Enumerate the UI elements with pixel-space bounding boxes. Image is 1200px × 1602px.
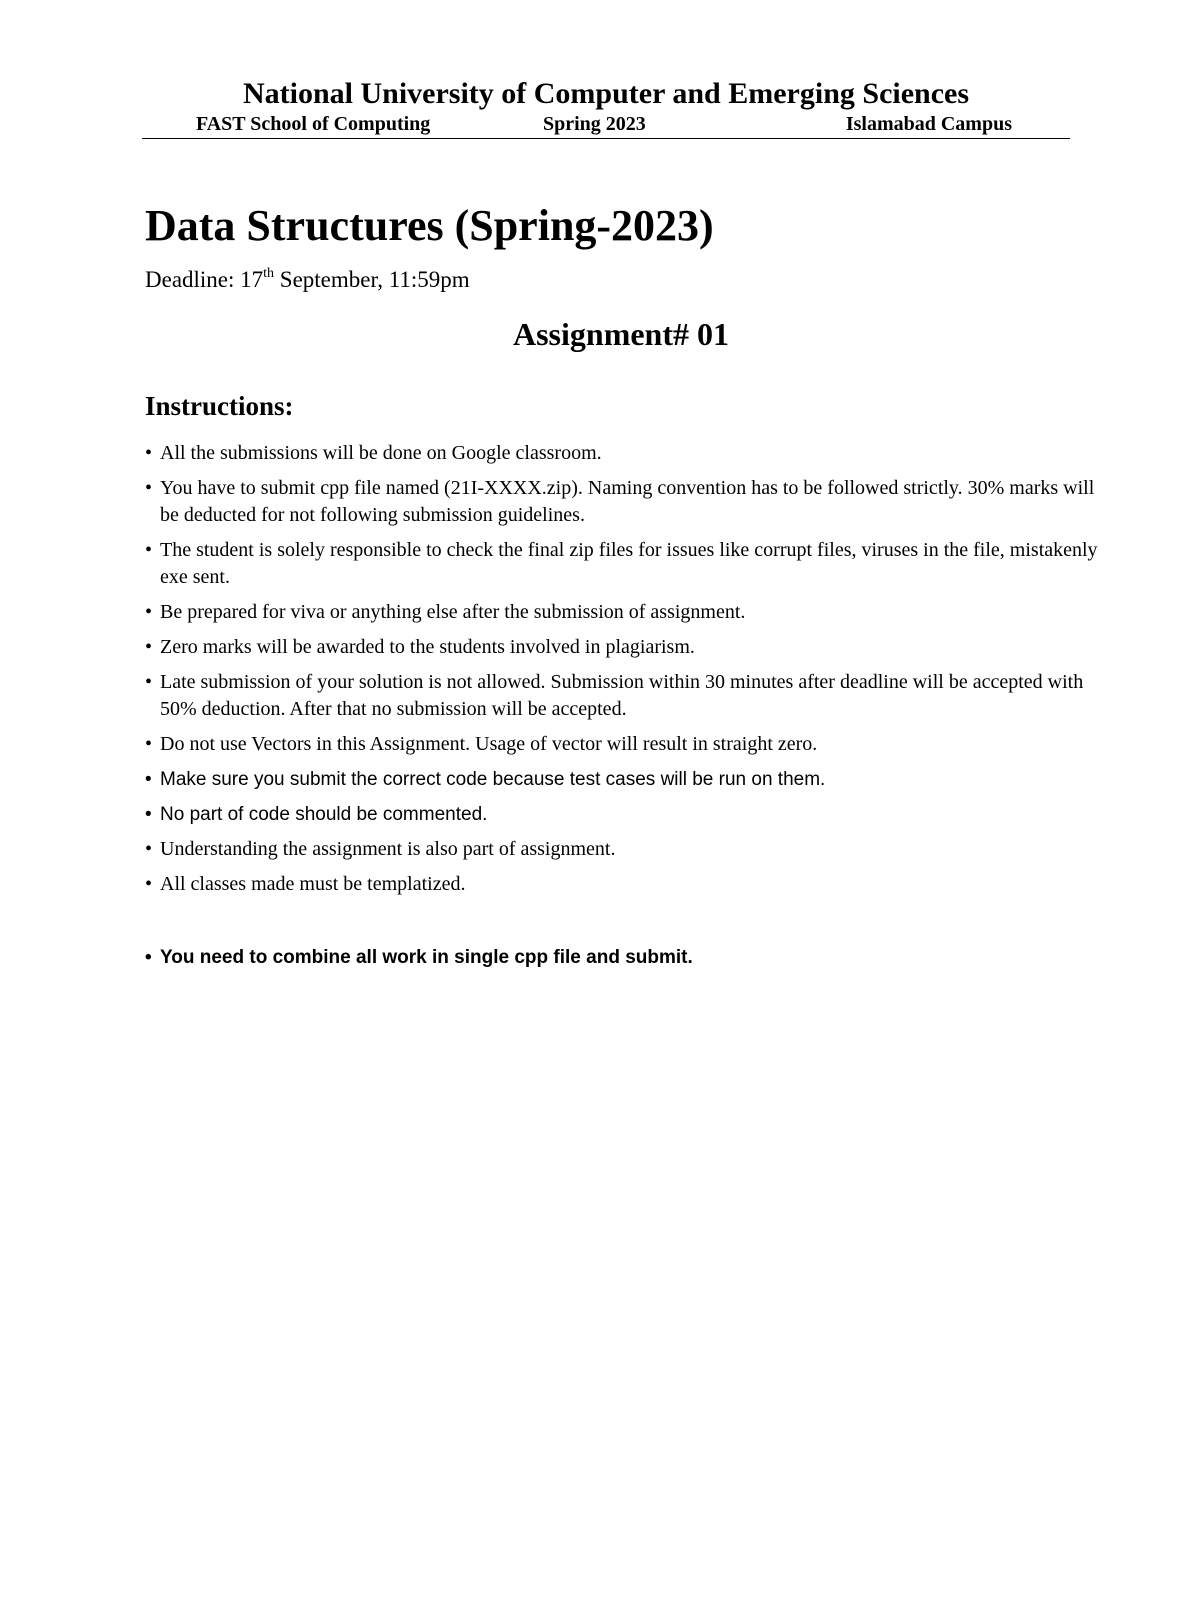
final-note — [145, 944, 1125, 971]
list-item — [145, 766, 1110, 793]
list-item — [145, 669, 1110, 723]
instructions-heading: Instructions: — [145, 391, 294, 421]
bullet-icon: • — [145, 769, 152, 790]
list-item — [145, 440, 1110, 467]
term-label: Spring 2023 — [543, 113, 646, 135]
bullet-icon: • — [145, 804, 152, 825]
institution-header — [142, 76, 1070, 139]
list-item — [145, 599, 1110, 626]
instruction-text: Do not use Vectors in this Assignment. Usage of vector will result in straight zero. — [160, 733, 818, 755]
list-item — [145, 836, 1110, 863]
bullet-icon: • — [145, 539, 153, 561]
bullet-icon: • — [145, 873, 153, 895]
bullet-icon: • — [145, 442, 153, 464]
instruction-text: You have to submit cpp file named (21I-XXXX.zip). Naming convention has to be followed strictly. 30% marks will be deducted for not following submission guidelines. — [160, 477, 1095, 526]
list-item — [145, 537, 1110, 591]
instruction-text: All the submissions will be done on Google classroom. — [160, 442, 602, 464]
list-item — [145, 634, 1110, 661]
list-item — [145, 801, 1110, 828]
bullet-icon: • — [145, 671, 153, 693]
assignment-title: Assignment# 01 — [512, 316, 729, 352]
bullet-icon: • — [145, 838, 153, 860]
list-item — [145, 475, 1110, 529]
school-name: FAST School of Computing — [196, 113, 431, 135]
instructions-list — [145, 440, 1110, 906]
course-title: Data Structures (Spring-2023) — [145, 201, 714, 250]
bullet-icon: • — [145, 947, 152, 968]
university-name: National University of Computer and Emerging Sciences — [242, 77, 970, 110]
campus-name: Islamabad Campus — [845, 113, 1012, 135]
bullet-icon: • — [145, 636, 153, 658]
instruction-text: Zero marks will be awarded to the students involved in plagiarism. — [160, 636, 695, 658]
instruction-text: Be prepared for viva or anything else after the submission of assignment. — [160, 601, 746, 623]
deadline-ordinal: th — [263, 266, 275, 281]
bullet-icon: • — [145, 733, 153, 755]
list-item — [145, 871, 1110, 898]
deadline — [145, 266, 470, 294]
deadline-label: Deadline: 17 — [145, 267, 264, 292]
instruction-text: Late submission of your solution is not allowed. Submission within 30 minutes after deadline will be accepted with 50% deduction. After that no submission will be accepted. — [160, 671, 1084, 720]
deadline-date: September, 11:59pm — [274, 267, 470, 292]
instruction-text: Make sure you submit the correct code because test cases will be run on them. — [160, 769, 826, 790]
list-item — [145, 731, 1110, 758]
bullet-icon: • — [145, 601, 153, 623]
final-note-text: You need to combine all work in single cpp file and submit. — [160, 947, 693, 968]
instruction-text: No part of code should be commented. — [160, 804, 488, 825]
instruction-text: All classes made must be templatized. — [160, 873, 466, 895]
instruction-text: The student is solely responsible to check the final zip files for issues like corrupt files, viruses in the file, mistakenly exe sent. — [160, 539, 1098, 588]
header-subline — [142, 112, 1070, 139]
instruction-text: Understanding the assignment is also part of assignment. — [160, 838, 616, 860]
bullet-icon: • — [145, 477, 153, 499]
